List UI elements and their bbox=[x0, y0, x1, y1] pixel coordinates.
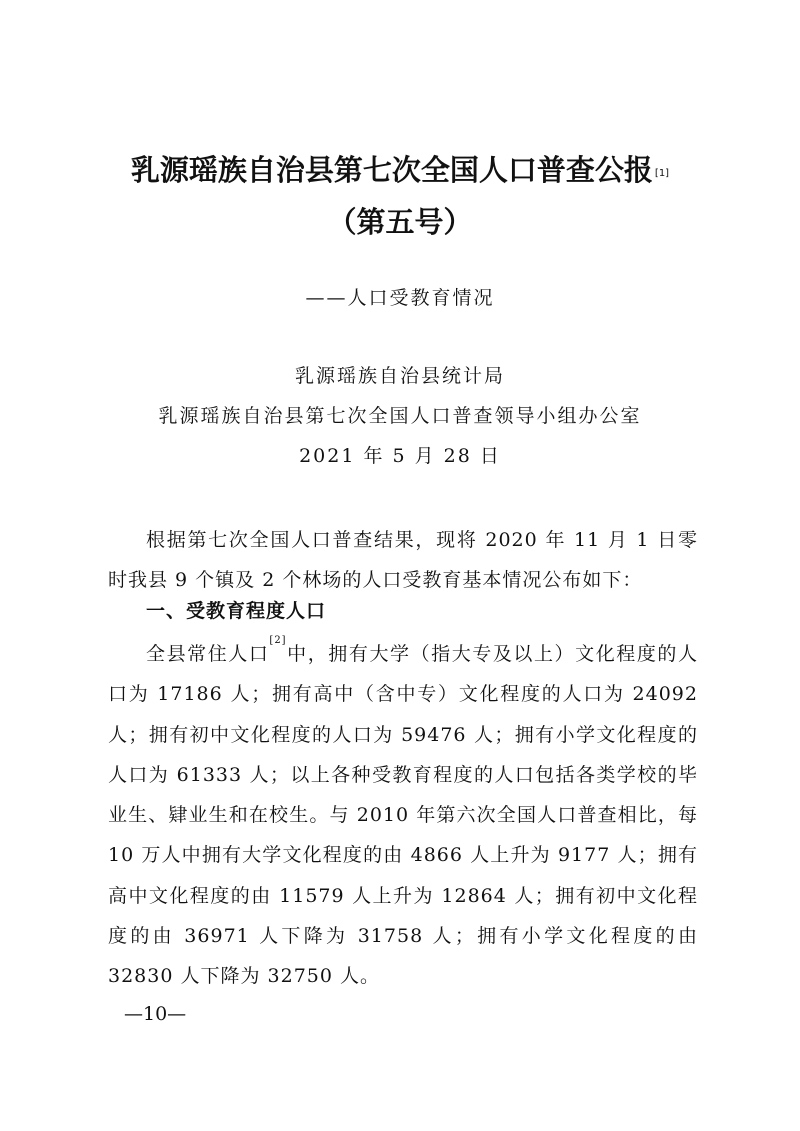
issuer-census-office: 乳源瑶族自治县第七次全国人口普查领导小组办公室 bbox=[158, 405, 642, 427]
document-issue-number: （第五号） bbox=[327, 205, 473, 239]
document-title-text: 乳源瑶族自治县第七次全国人口普查公报 bbox=[130, 153, 653, 187]
publish-date: 2021 年 5 月 28 日 bbox=[299, 445, 501, 467]
body-text-rest: 中，拥有大学（指大专及以上）文化程度的人口为 17186 人；拥有高中（含中专）文化程度的人口为 24092 人；拥有初中文化程度的人口为 59476 人；拥有小学文化程度的人口为 61333 人；以上各种受教育程度的人口包括各类学校的毕业生、肄业生和在校生。与 2010 年第六次全国人口普查相比，每 10 万人中拥有大学文化程度的由 4866 人上升为 9177 人；拥有高中文化程度的由 11579 人上升为 12864 人；拥有初中文化程度的由 36971 人下降为 31758 人；拥有小学文化程度的由 32830 人下降为 32750 人。 bbox=[108, 643, 698, 988]
title-footnote-marker: [1] bbox=[654, 168, 670, 179]
intro-paragraph: 根据第七次全国人口普查结果，现将 2020 年 11 月 1 日零时我县 9 个镇及 2 个林场的人口受教育基本情况公布如下： bbox=[108, 529, 698, 591]
body-paragraph bbox=[108, 634, 698, 997]
body-text-start: 全县常住人口 bbox=[146, 643, 270, 665]
section-heading: 一、受教育程度人口 bbox=[146, 600, 327, 622]
document-subtitle: ——人口受教育情况 bbox=[305, 287, 495, 309]
issuer-statistics-bureau: 乳源瑶族自治县统计局 bbox=[294, 365, 505, 387]
document-title bbox=[0, 150, 800, 190]
page-number: —10— bbox=[124, 1003, 187, 1025]
body-footnote-marker: [2] bbox=[269, 635, 287, 646]
